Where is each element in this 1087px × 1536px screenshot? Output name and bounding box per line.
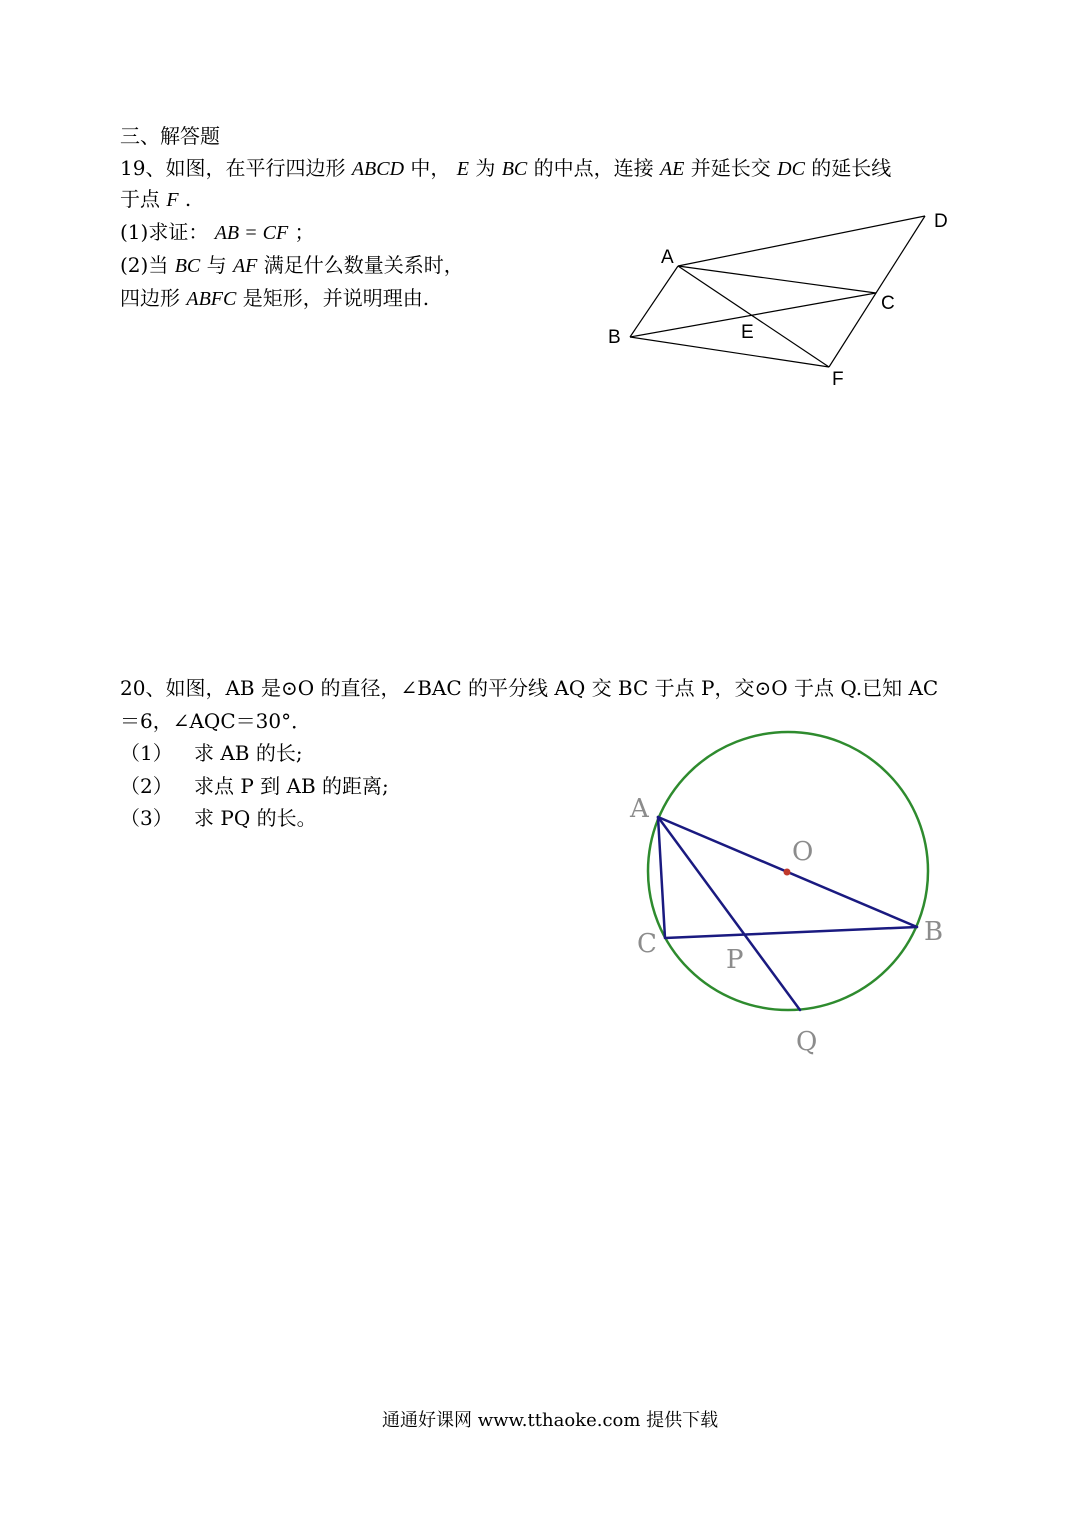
center-point-o [784, 869, 791, 876]
segment-ac [678, 266, 876, 293]
q19-part2-cont: 四边形 ABFC 是矩形，并说明理由. [120, 286, 430, 310]
point-label-e: E [741, 322, 754, 343]
point-label-b: B [924, 917, 944, 947]
q20-line1: 20、如图，AB 是⊙O 的直径，∠BAC 的平分线 AQ 交 BC 于点 P，交⊙O 于点 Q.已知 AC [120, 676, 939, 700]
segment-af [678, 266, 829, 367]
point-label-c: C [637, 929, 657, 959]
q19-part1: (1)求证： AB = CF ； [120, 220, 315, 244]
page-footer: 通通好课网 www.tthaoke.com 提供下载 [382, 1410, 719, 1431]
point-label-p: P [726, 945, 744, 975]
q20-line2: ＝6，∠AQC＝30°． [120, 709, 312, 733]
segment-ab [630, 266, 678, 337]
segment-df [829, 216, 925, 367]
point-label-d: D [934, 211, 948, 232]
segment-bf [630, 337, 829, 367]
q19-figure [590, 200, 970, 395]
segment-cb [665, 927, 917, 938]
q19-line1: 19、如图，在平行四边形 ABCD 中， E 为 BC 的中点，连接 AE 并延长交 DC 的延长线 [120, 156, 892, 180]
point-label-c: C [881, 293, 895, 314]
q20-part2: （2） 求点 P 到 AB 的距离; [120, 774, 389, 798]
point-label-a: A [661, 247, 674, 268]
segment-ac [658, 817, 665, 938]
q20-figure [620, 720, 960, 1065]
q20-part3: （3） 求 PQ 的长。 [120, 806, 317, 830]
point-label-q: Q [796, 1027, 818, 1057]
point-label-a: A [630, 794, 649, 824]
point-label-o: O [792, 837, 814, 867]
q19-part2: (2)当 BC 与 AF 满足什么数量关系时， [120, 253, 464, 277]
q20-part1: （1） 求 AB 的长; [120, 741, 303, 765]
point-label-f: F [832, 369, 844, 390]
section-heading: 三、解答题 [120, 124, 220, 148]
point-label-b: B [608, 327, 621, 348]
segment-ad [678, 216, 925, 266]
q19-line2: 于点 F . [120, 187, 192, 211]
